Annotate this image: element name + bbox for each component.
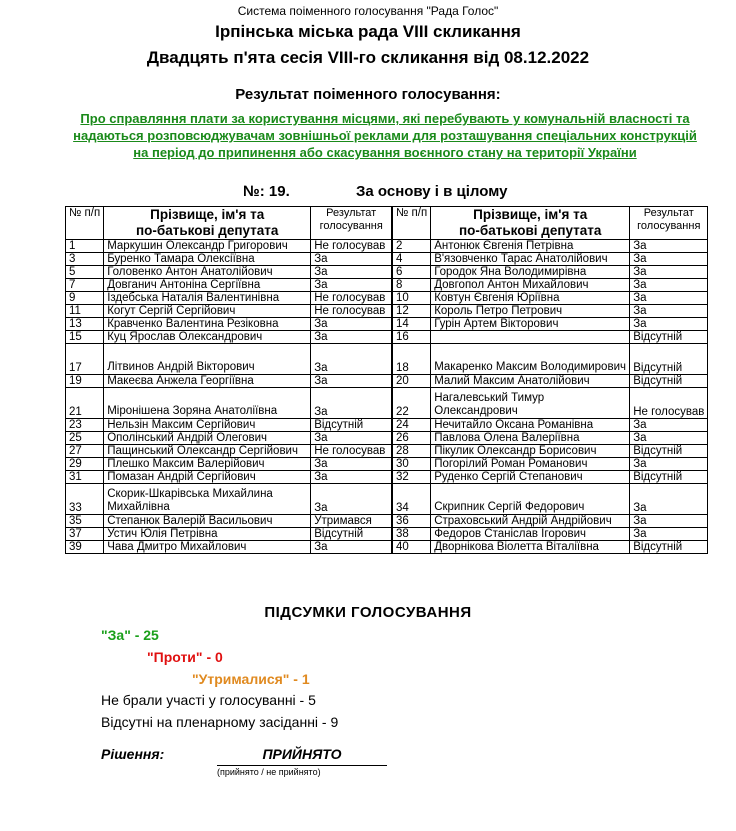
row-number: 2 [393, 240, 431, 253]
vote-result: Відсутній [630, 471, 708, 484]
deputy-name: Довганич Антоніна Сергіївна [104, 279, 311, 292]
row-number: 23 [66, 419, 104, 432]
table-row [393, 471, 708, 484]
row-number: 25 [66, 432, 104, 445]
deputy-name: Ополінський Андрій Олегович [104, 432, 311, 445]
vote-result: Відсутній [311, 419, 392, 432]
row-number: 12 [393, 305, 431, 318]
summary-absent: Відсутні на пленарному засіданні - 9 [101, 714, 339, 730]
table-row [66, 253, 392, 266]
col-name-header: Прізвище, ім'я та по-батькові депутата [431, 207, 630, 240]
votes-table-right [392, 206, 708, 554]
table-row [393, 331, 708, 344]
deputy-name: Степанюк Валерій Васильович [104, 515, 311, 528]
vote-result: За [630, 279, 708, 292]
vote-result: За [630, 458, 708, 471]
decision-underline [217, 765, 387, 766]
deputy-name: Антонюк Євгенія Петрівна [431, 240, 630, 253]
row-number: 31 [66, 471, 104, 484]
row-number: 29 [66, 458, 104, 471]
table-row [66, 266, 392, 279]
vote-result: Утримався [311, 515, 392, 528]
row-number: 35 [66, 515, 104, 528]
decision-label: Рішення: [101, 746, 165, 762]
deputy-name: Макеєва Анжела Георгіївна [104, 375, 311, 388]
vote-result: За [630, 515, 708, 528]
summary-proty: "Проти" - 0 [147, 649, 223, 665]
vote-result: Не голосував [630, 388, 708, 419]
vote-result: Не голосував [311, 445, 392, 458]
deputy-name: Плешко Максим Валерійович [104, 458, 311, 471]
votes-table-left [65, 206, 392, 554]
table-row [393, 305, 708, 318]
deputy-name: Когут Сергій Сергійович [104, 305, 311, 318]
vote-result: За [311, 331, 392, 344]
row-number: 34 [393, 484, 431, 515]
row-number: 6 [393, 266, 431, 279]
table-row [393, 240, 708, 253]
row-number: 4 [393, 253, 431, 266]
vote-result: За [311, 253, 392, 266]
vote-result: За [311, 375, 392, 388]
deputy-name: Страховський Андрій Андрійович [431, 515, 630, 528]
table-row [66, 318, 392, 331]
vote-result: За [311, 344, 392, 375]
row-number: 27 [66, 445, 104, 458]
system-name: Система поіменного голосування "Рада Голос" [237, 4, 499, 18]
row-number: 22 [393, 388, 431, 419]
row-number: 24 [393, 419, 431, 432]
deputy-name: Нельзін Максим Сергійович [104, 419, 311, 432]
deputy-name: Гурін Артем Вікторович [431, 318, 630, 331]
table-row [393, 541, 708, 554]
deputy-name: Кравченко Валентина Резіковна [104, 318, 311, 331]
table-row [393, 388, 708, 419]
vote-result: Відсутній [630, 445, 708, 458]
table-row [66, 484, 392, 515]
council-title: Ірпінська міська рада VIII скликання [215, 22, 521, 41]
table-row [393, 279, 708, 292]
votes-right-body [393, 240, 708, 554]
vote-result: За [630, 305, 708, 318]
table-row [393, 344, 708, 375]
row-number: 19 [66, 375, 104, 388]
row-number: 3 [66, 253, 104, 266]
deputy-name: Помазан Андрій Сергійович [104, 471, 311, 484]
row-number: 15 [66, 331, 104, 344]
deputy-name: Маркушин Олександр Григорович [104, 240, 311, 253]
deputy-name: Федоров Станіслав Ігорович [431, 528, 630, 541]
deputy-name: Іздебська Наталія Валентинівна [104, 292, 311, 305]
table-row [66, 279, 392, 292]
col-name-header: Прізвище, ім'я та по-батькові депутата [104, 207, 311, 240]
vote-result: За [630, 318, 708, 331]
vote-result: За [311, 541, 392, 554]
row-number: 17 [66, 344, 104, 375]
table-row [66, 445, 392, 458]
vote-result: За [630, 292, 708, 305]
table-row [393, 484, 708, 515]
row-number: 28 [393, 445, 431, 458]
table-row [66, 331, 392, 344]
row-number: 40 [393, 541, 431, 554]
row-number: 10 [393, 292, 431, 305]
vote-result: За [630, 253, 708, 266]
deputy-name: Довгопол Антон Михайлович [431, 279, 630, 292]
vote-result: За [311, 484, 392, 515]
table-row [393, 375, 708, 388]
vote-result: За [630, 419, 708, 432]
vote-result: Не голосував [311, 292, 392, 305]
table-row [66, 344, 392, 375]
vote-result: За [630, 528, 708, 541]
table-row [393, 253, 708, 266]
row-number: 14 [393, 318, 431, 331]
row-number: 18 [393, 344, 431, 375]
row-number: 7 [66, 279, 104, 292]
table-row [393, 419, 708, 432]
col-result-header: Результат голосування [630, 207, 708, 240]
table-row [66, 432, 392, 445]
vote-result: За [311, 432, 392, 445]
table-row [66, 515, 392, 528]
deputy-name: Скрипник Сергій Федорович [431, 484, 630, 515]
deputy-name: Чава Дмитро Михайлович [104, 541, 311, 554]
row-number: 8 [393, 279, 431, 292]
deputy-name: Пікулик Олександр Борисович [431, 445, 630, 458]
deputy-name: Погорілий Роман Романович [431, 458, 630, 471]
row-number: 38 [393, 528, 431, 541]
decision-value: ПРИЙНЯТО [262, 746, 342, 762]
vote-result: Відсутній [630, 375, 708, 388]
summary-utrymalysia: "Утрималися" - 1 [192, 671, 310, 687]
vote-result: За [630, 432, 708, 445]
deputy-name [431, 331, 630, 344]
deputy-name: Пащинський Олександр Сергійович [104, 445, 311, 458]
row-number: 20 [393, 375, 431, 388]
table-row [393, 292, 708, 305]
deputy-name: Малий Максим Анатолійович [431, 375, 630, 388]
row-number: 13 [66, 318, 104, 331]
votes-left-body [66, 240, 392, 554]
vote-result: Не голосував [311, 305, 392, 318]
row-number: 37 [66, 528, 104, 541]
row-number: 39 [66, 541, 104, 554]
deputy-name: Король Петро Петрович [431, 305, 630, 318]
vote-result: Відсутній [311, 528, 392, 541]
table-row [66, 541, 392, 554]
table-row [393, 318, 708, 331]
row-number: 11 [66, 305, 104, 318]
deputy-name: Головенко Антон Анатолійович [104, 266, 311, 279]
table-row [393, 266, 708, 279]
table-row [393, 458, 708, 471]
table-row [66, 419, 392, 432]
deputy-name: В'язовченко Тарас Анатолійович [431, 253, 630, 266]
deputy-name: Скорик-Шкарівська Михайлина Михайлівна [104, 484, 311, 515]
table-row [393, 528, 708, 541]
vote-result: За [311, 279, 392, 292]
table-row [66, 528, 392, 541]
table-row [393, 515, 708, 528]
row-number: 30 [393, 458, 431, 471]
row-number: 32 [393, 471, 431, 484]
col-num-header: № п/п [393, 207, 431, 240]
table-row [66, 388, 392, 419]
vote-result: За [311, 458, 392, 471]
deputy-name: Куц Ярослав Олександрович [104, 331, 311, 344]
deputy-name: Павлова Олена Валеріївна [431, 432, 630, 445]
row-number: 36 [393, 515, 431, 528]
col-result-header: Результат голосування [311, 207, 392, 240]
vote-result: За [630, 266, 708, 279]
row-number: 1 [66, 240, 104, 253]
summary-title: ПІДСУМКИ ГОЛОСУВАННЯ [264, 604, 472, 621]
vote-result: За [630, 484, 708, 515]
vote-result: За [311, 471, 392, 484]
table-row [393, 445, 708, 458]
vote-number: №: 19. [243, 183, 290, 200]
vote-result: За [311, 266, 392, 279]
vote-type: За основу і в цілому [356, 183, 508, 200]
decision-hint: (прийнято / не прийнято) [217, 767, 321, 777]
row-number: 21 [66, 388, 104, 419]
table-row [66, 458, 392, 471]
summary-not-voted: Не брали участі у голосуванні - 5 [101, 692, 316, 708]
vote-result: За [630, 240, 708, 253]
vote-result: Не голосував [311, 240, 392, 253]
table-row [66, 292, 392, 305]
deputy-name: Руденко Сергій Степанович [431, 471, 630, 484]
deputy-name: Дворнікова Віолетта Віталіївна [431, 541, 630, 554]
summary-za: "За" - 25 [101, 627, 159, 643]
table-row [66, 375, 392, 388]
vote-result: Відсутній [630, 344, 708, 375]
table-row [66, 471, 392, 484]
table-row [66, 240, 392, 253]
vote-result: За [311, 318, 392, 331]
deputy-name: Ковтун Євгенія Юріївна [431, 292, 630, 305]
vote-result: Відсутній [630, 541, 708, 554]
deputy-name: Нечитайло Оксана Романівна [431, 419, 630, 432]
deputy-name: Міронішена Зоряна Анатоліївна [104, 388, 311, 419]
vote-result: За [311, 388, 392, 419]
row-number: 33 [66, 484, 104, 515]
row-number: 9 [66, 292, 104, 305]
session-title: Двадцять п'ята сесія VIII-го скликання від 08.12.2022 [146, 48, 590, 67]
row-number: 26 [393, 432, 431, 445]
deputy-name: Устич Юлія Петрівна [104, 528, 311, 541]
table-row [393, 432, 708, 445]
deputy-name: Макаренко Максим Володимирович [431, 344, 630, 375]
deputy-name: Літвинов Андрій Вікторович [104, 344, 311, 375]
row-number: 5 [66, 266, 104, 279]
table-row [66, 305, 392, 318]
deputy-name: Буренко Тамара Олексіївна [104, 253, 311, 266]
vote-result: Відсутній [630, 331, 708, 344]
row-number: 16 [393, 331, 431, 344]
deputy-name: Городок Яна Володимирівна [431, 266, 630, 279]
result-title: Результат поіменного голосування: [235, 86, 501, 103]
deputy-name: Нагалевський Тимур Олександрович [431, 388, 630, 419]
vote-subject: Про справляння плати за користування місцями, які перебувають у комунальній власності та надаються розповсюджувачам зовнішньої реклами для розташування спеціальних конструкцій на період до припинення або скасування воєнного стану на території України [73, 111, 697, 160]
col-num-header: № п/п [66, 207, 104, 240]
